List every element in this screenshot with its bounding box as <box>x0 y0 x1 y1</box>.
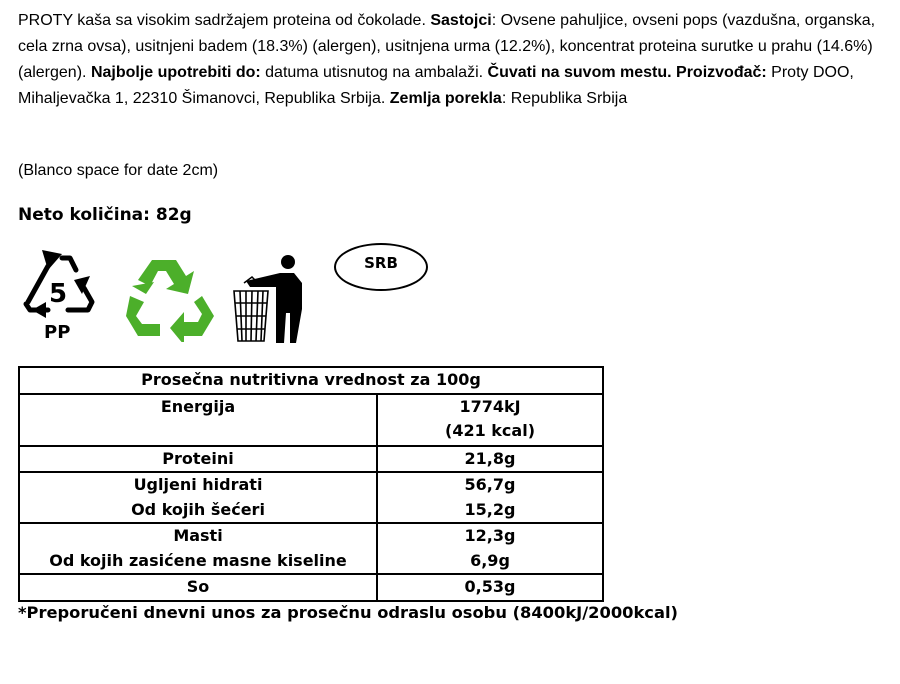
nutrient-value: 21,8g <box>377 446 603 473</box>
table-row <box>19 472 603 523</box>
producer-text: Proty DOO, Mihaljevačka 1, 22310 Šimanovci, Republika Srbija. <box>18 64 854 107</box>
recycling-code-icon <box>18 248 98 324</box>
origin-text: : Republika Srbija <box>501 90 628 107</box>
best-before-text: datuma utisnutog na ambalaži. <box>265 64 484 81</box>
nutrient-value <box>377 523 603 574</box>
product-intro: PROTY kaša sa visokim sadržajem proteina od čokolade. <box>18 12 426 29</box>
nutrient-value <box>377 394 603 446</box>
saturated-fat-label: Od kojih zasićene masne kiseline <box>49 550 347 570</box>
table-row <box>19 574 603 601</box>
recycling-code-number: 5 <box>48 279 68 309</box>
nutrient-value: 0,53g <box>377 574 603 601</box>
producer-label: Proizvođač: <box>676 64 767 81</box>
nutrient-label: Energija <box>19 394 377 446</box>
recycling-code-material: PP <box>44 322 71 343</box>
table-row <box>19 367 603 394</box>
product-description <box>18 8 888 112</box>
fat-label: Masti <box>173 526 223 545</box>
carbs-value: 56,7g <box>464 475 516 494</box>
saturated-fat-value: 6,9g <box>470 550 510 570</box>
recycle-icon <box>122 256 214 342</box>
table-row <box>19 394 603 446</box>
nutrient-label: Proteini <box>19 446 377 473</box>
nutrition-footnote: *Preporučeni dnevni unos za prosečnu odraslu osobu (8400kJ/2000kcal) <box>18 603 678 622</box>
best-before-label: Najbolje upotrebiti do: <box>90 64 261 81</box>
fat-value: 12,3g <box>464 526 516 545</box>
sugars-label: Od kojih šećeri <box>131 499 265 519</box>
origin-label: Zemlja porekla <box>389 90 502 107</box>
energy-kj: 1774kJ <box>459 396 521 416</box>
nutrient-label <box>19 472 377 523</box>
nutrition-header: Prosečna nutritivna vrednost za 100g <box>19 367 603 394</box>
nutrient-value <box>377 472 603 523</box>
table-row <box>19 446 603 473</box>
country-code: SRB <box>364 254 398 272</box>
ingredients-text: : Ovsene pahuljice, ovseni pops (vazdušna, organska, cela zrna ovsa), usitnjeni badem (18.3%) (alergen), usitnjena urma (12.2%), koncentrat proteina surutke u prahu (14.6%) (alergen). <box>18 12 876 81</box>
date-space-note: (Blanco space for date 2cm) <box>18 162 219 179</box>
ingredients-label: Sastojci <box>430 12 492 29</box>
nutrient-label <box>19 523 377 574</box>
nutrition-table <box>18 366 604 602</box>
carbs-label: Ugljeni hidrati <box>133 475 263 494</box>
table-row <box>19 523 603 574</box>
nutrient-label: So <box>19 574 377 601</box>
tidyman-icon <box>230 253 312 345</box>
net-quantity: Neto količina: 82g <box>18 205 192 225</box>
country-code-oval <box>334 243 428 291</box>
sugars-value: 15,2g <box>464 499 516 519</box>
energy-kcal: (421 kcal) <box>445 421 535 440</box>
storage-label: Čuvati na suvom mestu. <box>487 64 672 81</box>
